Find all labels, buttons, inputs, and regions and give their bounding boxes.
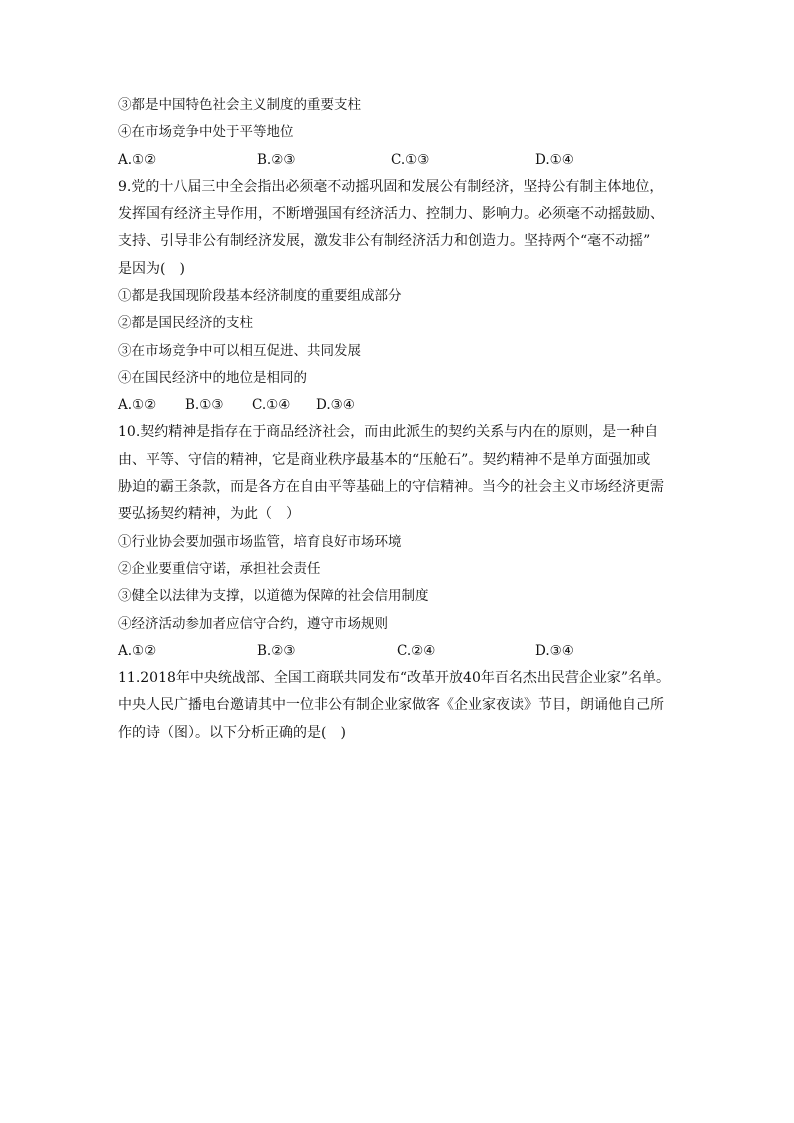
q10-stem-line-3: 胁迫的霸王条款，而是各方在自由平等基础上的守信精神。当今的社会主义市场经济更需 xyxy=(118,479,664,495)
q9-option-c: C.①④ xyxy=(252,397,291,413)
q10-stem-line-4: 要弘扬契约精神，为此（ ） xyxy=(118,506,300,522)
q10-stem-line-1: 10.契约精神是指存在于商品经济社会，而由此派生的契约关系与内在的原则，是一种自 xyxy=(118,424,659,440)
q9-item-4: ④在国民经济中的地位是相同的 xyxy=(118,370,307,386)
q10-item-2: ②企业要重信守诺，承担社会责任 xyxy=(118,561,321,577)
q9-stem-line-4: 是因为( ) xyxy=(118,261,185,277)
q8-option-b: B.②③ xyxy=(257,152,296,168)
q10-item-4: ④经济活动参加者应信守合约，遵守市场规则 xyxy=(118,616,388,632)
q10-stem-line-2: 由、平等、守信的精神，它是商业秩序最基本的“压舱石”。契约精神不是单方面强加或 xyxy=(118,452,651,468)
q8-option-d: D.①④ xyxy=(535,152,574,168)
q11-stem-line-2: 中央人民广播电台邀请其中一位非公有制企业家做客《企业家夜读》节目，朗诵他自己所 xyxy=(118,697,664,713)
q9-stem-line-3: 支持、引导非公有制经济发展，激发非公有制经济活力和创造力。坚持两个“毫不动摇” xyxy=(118,233,651,249)
q8-item-3: ③都是中国特色社会主义制度的重要支柱 xyxy=(118,97,361,113)
q9-item-2: ②都是国民经济的支柱 xyxy=(118,315,253,331)
q10-item-1: ①行业协会要加强市场监管，培育良好市场环境 xyxy=(118,534,402,550)
q9-stem-line-2: 发挥国有经济主导作用，不断增强国有经济活力、控制力、影响力。必须毫不动摇鼓励、 xyxy=(118,206,664,222)
q10-item-3: ③健全以法律为支撑，以道德为保障的社会信用制度 xyxy=(118,588,429,604)
q11-stem-line-3: 作的诗（图）。以下分析正确的是( ) xyxy=(118,725,346,741)
q10-option-a: A.①② xyxy=(118,643,157,659)
q9-item-3: ③在市场竞争中可以相互促进、共同发展 xyxy=(118,343,361,359)
q10-option-b: B.②③ xyxy=(257,643,296,659)
q9-option-b: B.①③ xyxy=(185,397,224,413)
q10-option-d: D.③④ xyxy=(535,643,574,659)
q10-option-c: C.②④ xyxy=(397,643,436,659)
q9-item-1: ①都是我国现阶段基本经济制度的重要组成部分 xyxy=(118,288,402,304)
q9-option-a: A.①② xyxy=(118,397,157,413)
q11-stem-line-1: 11.2018年中央统战部、全国工商联共同发布“改革开放40年百名杰出民营企业家”名单。 xyxy=(118,670,671,686)
q9-stem-line-1: 9.党的十八届三中全会指出必须毫不动摇巩固和发展公有制经济，坚持公有制主体地位， xyxy=(118,179,664,195)
q8-item-4: ④在市场竞争中处于平等地位 xyxy=(118,124,294,140)
q8-option-a: A.①② xyxy=(118,152,157,168)
q9-option-d: D.③④ xyxy=(316,397,355,413)
q8-option-c: C.①③ xyxy=(391,152,430,168)
